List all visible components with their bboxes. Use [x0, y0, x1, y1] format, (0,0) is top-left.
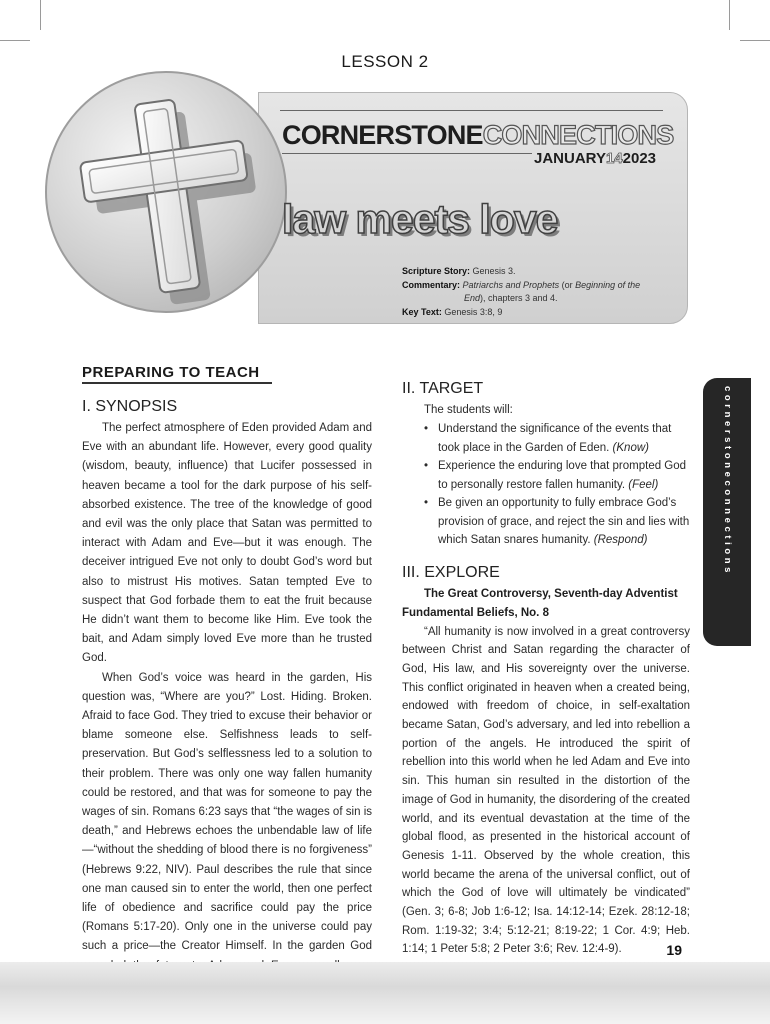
footer-band [0, 962, 770, 1024]
lesson-meta [402, 265, 642, 319]
belief-quote: “All humanity is now involved in a great controversy between Christ and Satan regarding the character of God, His law, and His sovereignty over the universe. This conflict originated in heaven when a created being, endowed with freedom of choice, in self-exaltation became Satan, God’s adversary, and led into rebellion a portion of the angels. He introduced the spirit of rebellion into this world when he led Adam and Eve into sin. This human sin resulted in the distortion of the image of God in humanity, the disordering of the created world, and its eventual devastation at the time of the global flood, as presented in the historical account of Genesis 1-11. Observed by the whole creation, this world became the arena of the universal conflict, out of which the God of love will ultimately be vindicated” (Gen. 3; 6-8; Job 1:6-12; Isa. 14:12-14; Ezek. 28:12-18; Rom. 1:19-32; 3:4; 5:12-21; 8:19-22; 1 Cor. 4:9; Heb. 1:14; 1 Peter 5:8; 2 Peter 3:6; Rev. 12:4-9). [402, 625, 690, 956]
right-column [402, 380, 690, 959]
crop-mark [40, 0, 41, 30]
commentary-chapters: ), chapters 3 and 4. [480, 293, 558, 303]
scripture-value: Genesis 3. [472, 266, 516, 276]
lesson-label: LESSON 2 [341, 52, 429, 71]
divider [82, 382, 272, 384]
list-item-text: Understand the significance of the events that took place in the Garden of Eden. [438, 423, 672, 454]
bullet-icon: • [424, 423, 429, 435]
date-day: 14 [605, 150, 623, 167]
side-tab-label: cornerstoneconnections [722, 386, 733, 577]
list-item-text: Experience the enduring love that prompted God to personally restore fallen humanity. [438, 460, 687, 491]
brand-part-1: CORNERSTONE [282, 120, 483, 150]
crop-mark [740, 40, 770, 41]
cross-emblem [45, 71, 287, 313]
bullet-icon: • [424, 497, 429, 509]
date-year: 2023 [622, 150, 657, 167]
scripture-label: Scripture Story: [402, 266, 471, 276]
lesson-title: law meets love [282, 196, 558, 242]
page-number: 19 [666, 942, 682, 958]
left-column [82, 398, 372, 995]
commentary-line [402, 279, 642, 293]
scripture-line [402, 265, 642, 279]
explore-heading: III. EXPLORE [402, 563, 500, 581]
keytext-line [402, 306, 642, 320]
target-list [402, 420, 690, 550]
commentary-mid: (or [561, 279, 573, 290]
brand-part-2: CONNECTIONS [482, 120, 674, 150]
list-item-tag: (Feel) [628, 478, 659, 491]
side-tab [703, 378, 751, 646]
bullet-icon: • [424, 460, 429, 472]
list-item-tag: (Respond) [593, 534, 648, 546]
synopsis-heading: I. SYNOPSIS [82, 398, 178, 415]
keytext-value: Genesis 3:8, 9 [444, 306, 503, 317]
target-intro: The students will: [424, 404, 513, 416]
crop-mark [729, 0, 730, 30]
crop-mark [0, 40, 30, 41]
lesson-date [534, 150, 656, 167]
synopsis-paragraph: When God’s voice was heard in the garden, His question was, “Where are you?” Lost. Hiding. Broken. Afraid to face God. They tried to excuse their behavior or blame someone else. Selfishness leads to self-preservation. But God’s selflessness led to a solution to their problem. There was only one way fallen humanity could be restored, and that was for someone to pay the wages of sin. Romans 6:23 says that “the wages of sin is death,” and Hebrews echoes the unbendable law of life—“without the shedding of blood there is no forgiveness” (Hebrews 9:22, NIV). Paul describes the rule that since one man caused sin to enter the world, then one perfect life of obedience and sacrifice could pay the price (Romans 5:17-20). Only one in the universe could pay such a price—the Creator Himself. In the garden God [82, 671, 372, 953]
list-item [424, 494, 690, 550]
commentary-line-2 [402, 292, 642, 306]
divider [282, 153, 532, 154]
belief-title: The Great Controversy, Seventh-day Adventist Fundamental Beliefs, No. 8 [402, 587, 678, 619]
cross-icon [47, 73, 287, 313]
date-month: JANUARY [534, 150, 606, 167]
list-item-tag: (Know) [612, 441, 649, 454]
commentary-book-1: Patriarchs and Prophets [462, 279, 560, 290]
commentary-label: Commentary: [402, 279, 461, 290]
target-heading: II. TARGET [402, 380, 484, 397]
keytext-label: Key Text: [402, 306, 442, 317]
brand-wordmark [282, 120, 673, 151]
divider [280, 110, 663, 111]
list-item [424, 420, 690, 457]
commentary-book-2-end: End [464, 293, 481, 303]
list-item-text: Be given an opportunity to fully embrace God’s provision of grace, and reject the sin and lies with which Satan snares humanity. [438, 497, 690, 546]
synopsis-paragraph: The perfect atmosphere of Eden provided Adam and Eve with an abundant life. However, every good quality (wisdom, beauty, influence) that Lucifer possessed in heaven became a tool for the dark purpose of his self-absorbed existence. The tree of the knowledge of good and evil was the only place that Satan was permitted to interact with Adam and Eve—but it was enough. The deceiver intrigued Eve not only to doubt God’s word but also to mistrust His motives. Satan tempted Eve to suspect that God forbade them to eat the fruit because He didn’t want them to become like Him. Eve took the bait, and Adam simply loved Eve more than he trusted God. [82, 422, 372, 665]
commentary-book-2: Beginning of the [575, 279, 641, 290]
list-item [424, 457, 690, 494]
section-heading-preparing: PREPARING TO TEACH [82, 364, 260, 381]
